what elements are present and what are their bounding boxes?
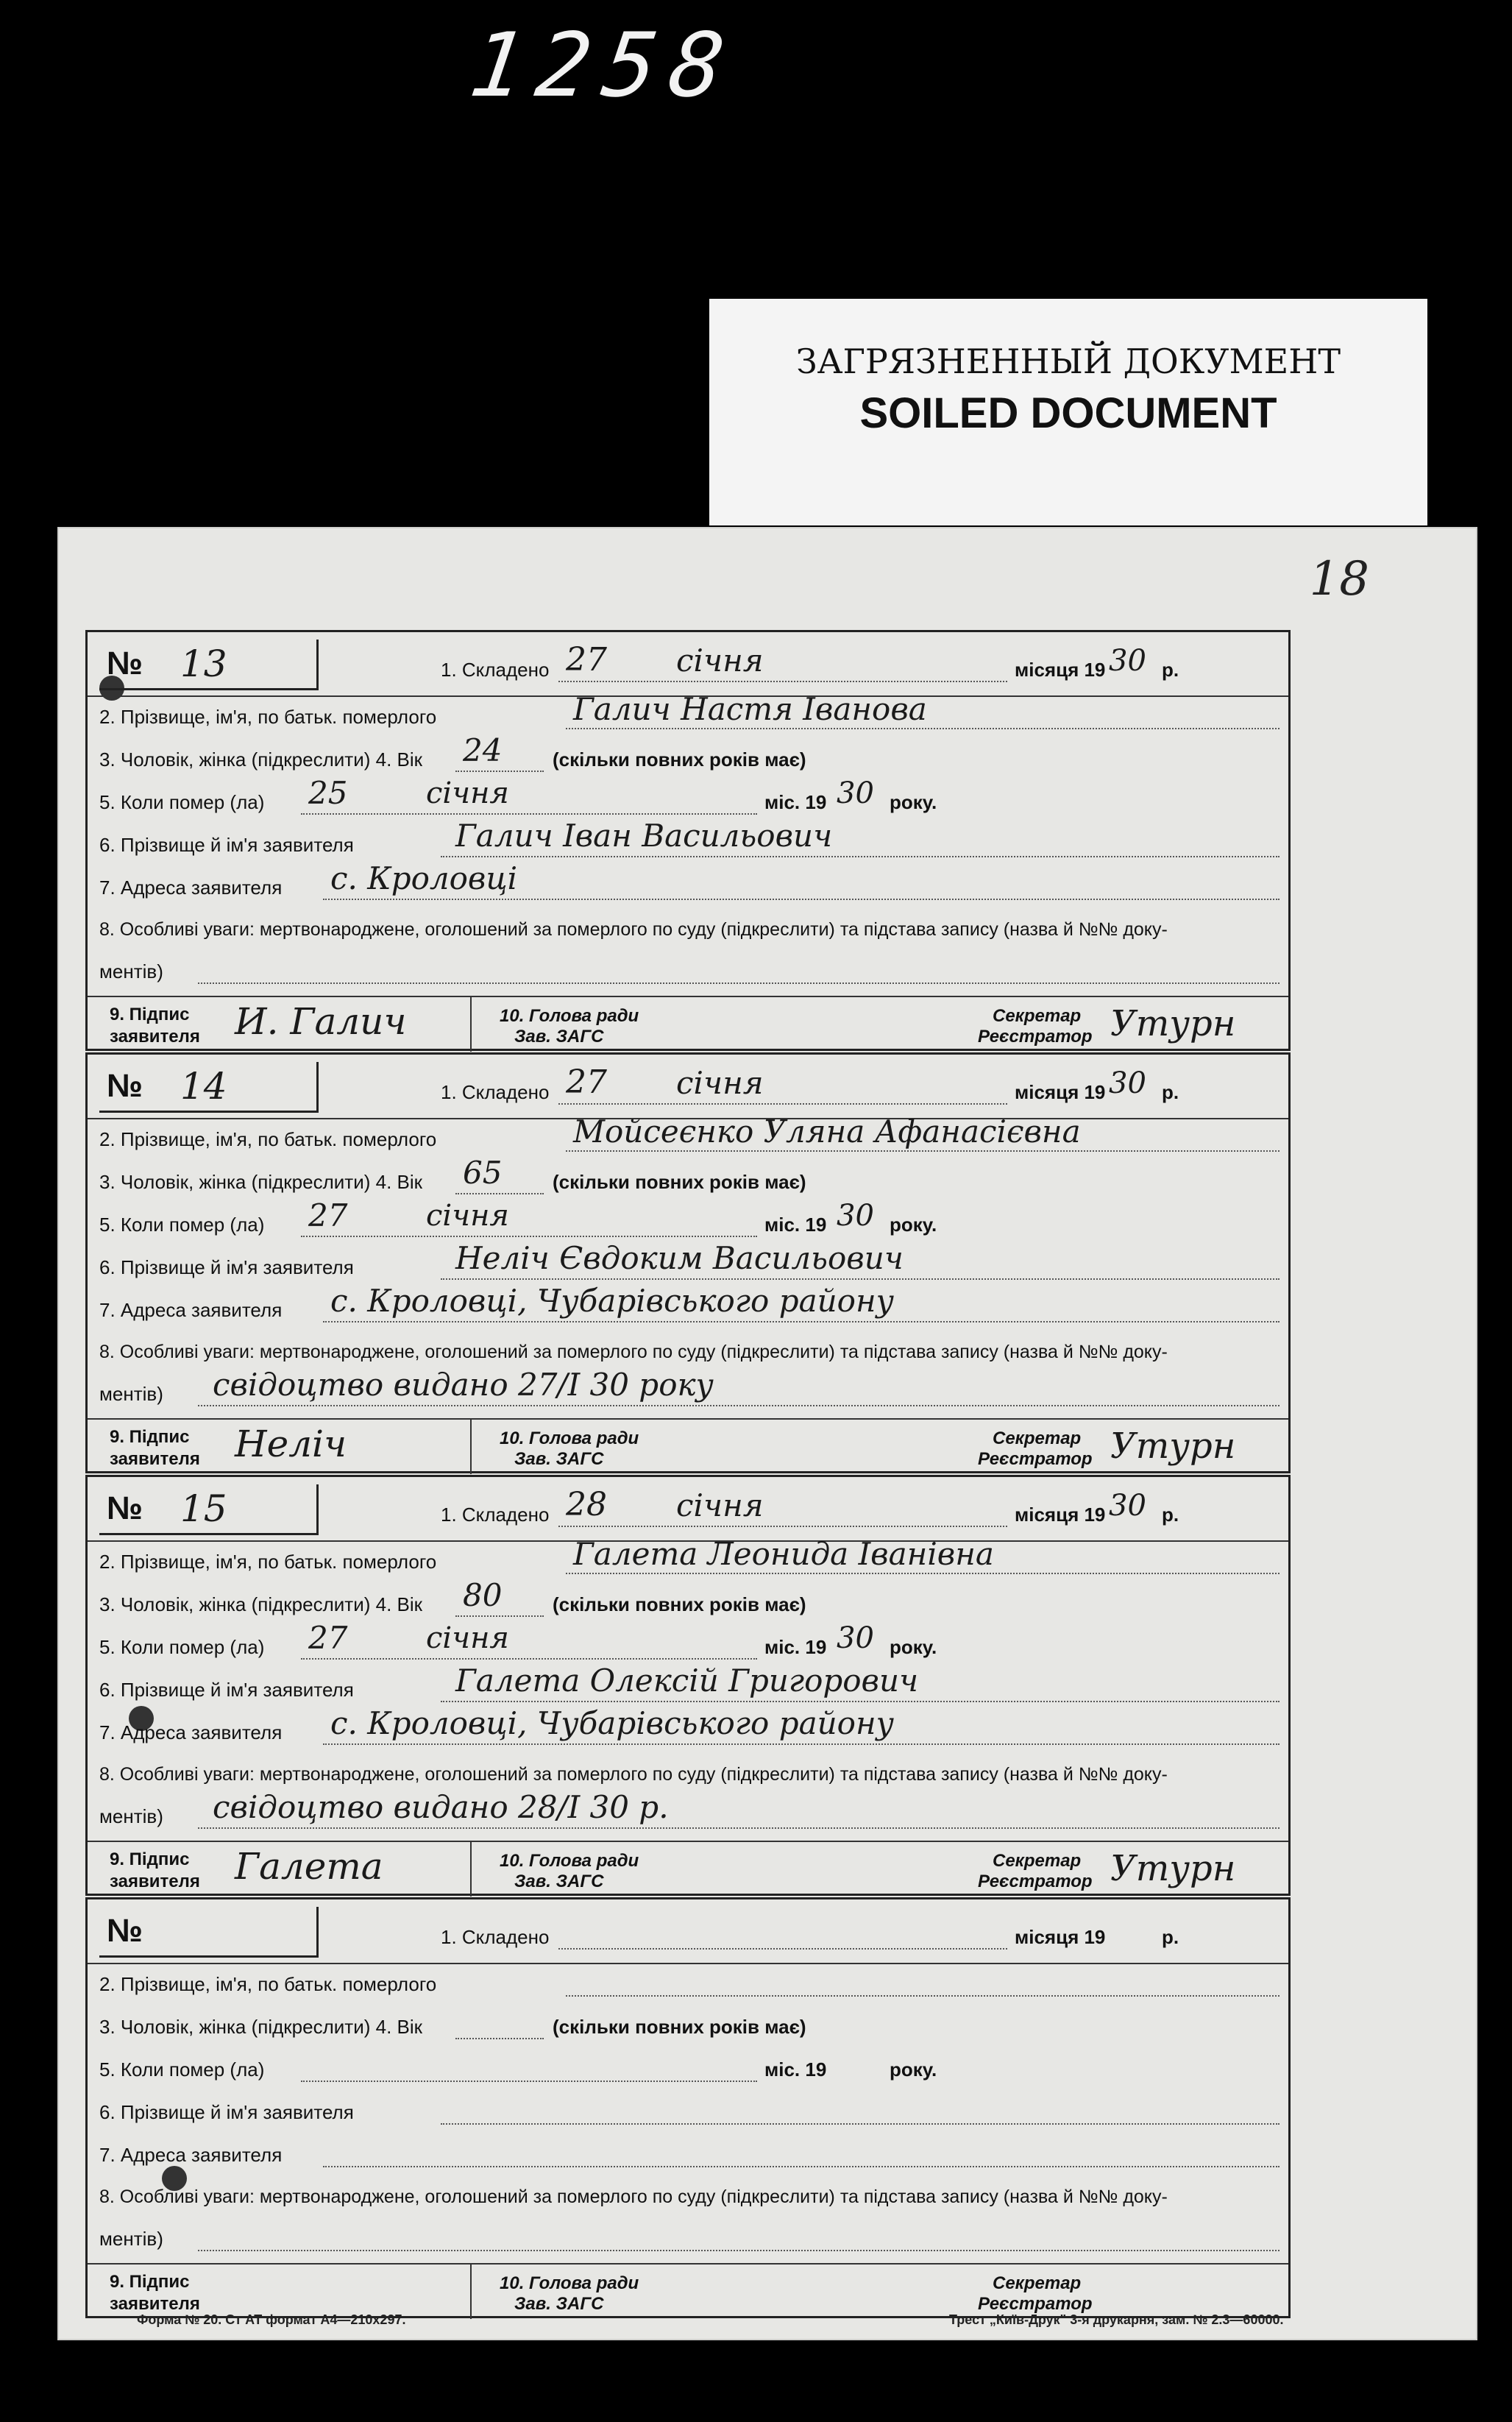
label-month-year: місяця 19: [1015, 1081, 1106, 1103]
label-full-years: (скільки повних років має): [553, 1171, 806, 1193]
label-sex-age: 3. Чоловік, жінка (підкреслити) 4. Вік: [99, 1171, 423, 1193]
deceased-name: Галич Настя Іванова: [573, 691, 927, 727]
underline: [441, 856, 1279, 857]
registrar-signature: Утурн: [1110, 1848, 1236, 1889]
label-registry-head: Зав. ЗАГС: [514, 1872, 604, 1891]
underline: [455, 1193, 544, 1194]
label-secretary: Секретар: [993, 1006, 1082, 1026]
compiled-month: січня: [676, 642, 764, 679]
underline: [441, 1701, 1279, 1702]
divider: [88, 1418, 1288, 1420]
applicant-signature: И. Галич: [235, 1000, 407, 1043]
footer-printer-info: Трест „Київ-Друк" 3-я друкарня, зам. № 2.3—60000.: [949, 2312, 1284, 2327]
divider: [470, 1841, 472, 1897]
label-death-year: міс. 19: [764, 1214, 827, 1236]
underline: [301, 1658, 757, 1660]
divider: [470, 996, 472, 1052]
label-documents: ментів): [99, 1383, 163, 1405]
label-documents: ментів): [99, 960, 163, 982]
label-documents: ментів): [99, 2228, 163, 2250]
label-deceased: 2. Прізвище, ім'я, по батьк. померлого: [99, 1551, 437, 1573]
underline: [198, 982, 1279, 984]
applicant-signature: Галета: [235, 1845, 383, 1888]
label-compiled: 1. Складено: [441, 1504, 550, 1526]
label-roku: року.: [890, 791, 937, 813]
label-signature-applicant: заявителя: [110, 1027, 200, 1047]
label-roku: року.: [890, 2058, 937, 2081]
label-signature-applicant: заявителя: [110, 1872, 200, 1891]
number-sign: №: [107, 1068, 143, 1104]
label-death-date: 5. Коли помер (ла): [99, 2058, 265, 2081]
soiled-document-stamp: [709, 299, 1427, 525]
applicant-name: Галета Олексій Григорович: [455, 1663, 919, 1699]
applicant-address: с. Кроловці: [330, 860, 518, 896]
deceased-age: 80: [463, 1577, 503, 1613]
label-applicant: 6. Прізвище й ім'я заявителя: [99, 834, 354, 856]
underline: [455, 1615, 544, 1617]
registrar-signature: Утурн: [1110, 1426, 1236, 1467]
underline: [301, 1236, 757, 1237]
label-notes: 8. Особливі уваги: мертвонароджене, оголошений за померлого по суду (підкреслити) та підстава запису (назва й №№ доку-: [99, 919, 1168, 940]
compiled-year: 30: [1109, 1489, 1146, 1523]
registrar-signature: Утурн: [1110, 1003, 1236, 1044]
label-address: 7. Адреса заявителя: [99, 2144, 283, 2166]
number-sign: №: [107, 1490, 143, 1526]
label-registry-head: Зав. ЗАГС: [514, 1449, 604, 1469]
label-secretary: Секретар: [993, 2273, 1082, 2293]
deceased-age: 65: [463, 1155, 503, 1191]
number-sign: №: [107, 645, 143, 681]
underline: [301, 813, 757, 815]
label-deceased: 2. Прізвище, ім'я, по батьк. померлого: [99, 706, 437, 728]
label-notes: 8. Особливі уваги: мертвонароджене, оголошений за померлого по суду (підкреслити) та підстава запису (назва й №№ доку-: [99, 1764, 1168, 1785]
page-number: 18: [1309, 552, 1369, 606]
compiled-year: 30: [1109, 1066, 1146, 1100]
label-applicant: 6. Прізвище й ім'я заявителя: [99, 2101, 354, 2123]
label-full-years: (скільки повних років має): [553, 2016, 806, 2038]
applicant-address: с. Кроловці, Чубарівського району: [330, 1705, 894, 1741]
label-registrar: Реєстратор: [978, 2294, 1093, 2314]
label-signature: 9. Підпис: [110, 1849, 190, 1869]
label-address: 7. Адреса заявителя: [99, 1721, 283, 1743]
record-number-box: [99, 640, 319, 690]
death-year: 30: [837, 776, 874, 810]
record-number: 13: [180, 642, 227, 685]
deceased-age: 24: [463, 732, 503, 768]
compiled-year: 30: [1109, 644, 1146, 678]
death-year: 30: [837, 1621, 874, 1655]
label-death-date: 5. Коли помер (ла): [99, 1214, 265, 1236]
label-month-year: місяця 19: [1015, 1504, 1106, 1526]
death-day: 27: [308, 1197, 348, 1233]
label-signature-applicant: заявителя: [110, 2294, 200, 2314]
label-death-year: міс. 19: [764, 2058, 827, 2081]
number-sign: №: [107, 1913, 143, 1949]
death-month: січня: [426, 1621, 509, 1655]
record-notes: свідоцтво видано 27/І 30 року: [213, 1367, 714, 1403]
compiled-month: січня: [676, 1487, 764, 1523]
divider: [88, 996, 1288, 997]
underline: [455, 771, 544, 772]
label-signature: 9. Підпис: [110, 1427, 190, 1447]
divider: [88, 1963, 1288, 1964]
label-compiled: 1. Складено: [441, 1081, 550, 1103]
label-signature-applicant: заявителя: [110, 1449, 200, 1469]
label-council-head: 10. Голова ради: [500, 2273, 639, 2293]
label-r: р.: [1162, 1504, 1179, 1526]
applicant-name: Галич Іван Васильович: [455, 818, 833, 854]
divider: [88, 1841, 1288, 1842]
film-frame-number: 1258: [464, 15, 744, 117]
record-number-box: [99, 1062, 319, 1113]
applicant-name: Неліч Євдоким Васильович: [455, 1240, 904, 1276]
label-roku: року.: [890, 1214, 937, 1236]
label-council-head: 10. Голова ради: [500, 1851, 639, 1871]
label-full-years: (скільки повних років має): [553, 748, 806, 771]
applicant-address: с. Кроловці, Чубарівського району: [330, 1283, 894, 1319]
compiled-day: 27: [566, 641, 607, 679]
footer-form-info: Форма № 20. Ст АТ формат А4—210x297.: [137, 2312, 406, 2327]
label-r: р.: [1162, 1081, 1179, 1103]
underline: [566, 1995, 1279, 1997]
applicant-signature: Неліч: [235, 1423, 347, 1465]
label-registrar: Реєстратор: [978, 1872, 1093, 1891]
record-number: 15: [180, 1487, 227, 1530]
label-death-year: міс. 19: [764, 1636, 827, 1658]
underline: [323, 1321, 1279, 1322]
underline: [558, 1103, 1007, 1105]
underline: [323, 2166, 1279, 2167]
label-council-head: 10. Голова ради: [500, 1428, 639, 1448]
label-deceased: 2. Прізвище, ім'я, по батьк. померлого: [99, 1128, 437, 1150]
label-sex-age: 3. Чоловік, жінка (підкреслити) 4. Вік: [99, 2016, 423, 2038]
label-death-year: міс. 19: [764, 791, 827, 813]
label-council-head: 10. Голова ради: [500, 1006, 639, 1026]
death-record: [85, 1475, 1291, 1896]
stamp-line-ru: ЗАГРЯЗНЕННЫЙ ДОКУМЕНТ: [795, 341, 1341, 381]
underline: [566, 1573, 1279, 1574]
label-secretary: Секретар: [993, 1851, 1082, 1871]
label-registrar: Реєстратор: [978, 1449, 1093, 1469]
underline: [301, 2081, 757, 2082]
underline: [558, 1948, 1007, 1950]
label-r: р.: [1162, 1926, 1179, 1948]
divider: [470, 2263, 472, 2319]
label-full-years: (скільки повних років має): [553, 1593, 806, 1615]
label-signature: 9. Підпис: [110, 2272, 190, 2292]
death-record: [85, 630, 1291, 1051]
death-day: 27: [308, 1620, 348, 1656]
underline: [441, 2123, 1279, 2125]
death-record: [85, 1052, 1291, 1473]
death-year: 30: [837, 1199, 874, 1233]
deceased-name: Мойсеєнко Уляна Афанасієвна: [573, 1113, 1081, 1150]
divider: [470, 1418, 472, 1474]
underline: [558, 1526, 1007, 1527]
label-applicant: 6. Прізвище й ім'я заявителя: [99, 1679, 354, 1701]
label-sex-age: 3. Чоловік, жінка (підкреслити) 4. Вік: [99, 1593, 423, 1615]
label-address: 7. Адреса заявителя: [99, 877, 283, 899]
label-roku: року.: [890, 1636, 937, 1658]
deceased-name: Галета Леонида Іванівна: [573, 1536, 994, 1572]
label-address: 7. Адреса заявителя: [99, 1299, 283, 1321]
label-sex-age: 3. Чоловік, жінка (підкреслити) 4. Вік: [99, 748, 423, 771]
label-deceased: 2. Прізвище, ім'я, по батьк. померлого: [99, 1973, 437, 1995]
compiled-day: 27: [566, 1063, 607, 1101]
underline: [198, 2250, 1279, 2251]
record-notes: свідоцтво видано 28/І 30 р.: [213, 1789, 669, 1825]
underline: [566, 728, 1279, 729]
label-registry-head: Зав. ЗАГС: [514, 2294, 604, 2314]
label-registry-head: Зав. ЗАГС: [514, 1027, 604, 1047]
label-notes: 8. Особливі уваги: мертвонароджене, оголошений за померлого по суду (підкреслити) та підстава запису (назва й №№ доку-: [99, 2186, 1168, 2207]
death-month: січня: [426, 776, 509, 810]
divider: [88, 2263, 1288, 2265]
label-notes: 8. Особливі уваги: мертвонароджене, оголошений за померлого по суду (підкреслити) та підстава запису (назва й №№ доку-: [99, 1342, 1168, 1362]
underline: [455, 2038, 544, 2039]
underline: [323, 899, 1279, 900]
underline: [198, 1827, 1279, 1829]
compiled-month: січня: [676, 1065, 764, 1101]
compiled-day: 28: [566, 1486, 607, 1523]
label-documents: ментів): [99, 1805, 163, 1827]
record-number: 14: [180, 1065, 227, 1108]
label-death-date: 5. Коли помер (ла): [99, 791, 265, 813]
underline: [198, 1405, 1279, 1406]
label-month-year: місяця 19: [1015, 659, 1106, 681]
label-applicant: 6. Прізвище й ім'я заявителя: [99, 1256, 354, 1278]
stamp-line-en: SOILED DOCUMENT: [859, 389, 1277, 437]
label-death-date: 5. Коли помер (ла): [99, 1636, 265, 1658]
death-month: січня: [426, 1199, 509, 1233]
label-compiled: 1. Складено: [441, 1926, 550, 1948]
underline: [558, 681, 1007, 682]
record-number-box: [99, 1484, 319, 1535]
label-signature: 9. Підпис: [110, 1005, 190, 1024]
death-day: 25: [308, 775, 348, 811]
label-month-year: місяця 19: [1015, 1926, 1106, 1948]
label-r: р.: [1162, 659, 1179, 681]
underline: [566, 1150, 1279, 1152]
underline: [441, 1278, 1279, 1280]
record-number-box: [99, 1907, 319, 1958]
death-record: [85, 1897, 1291, 2318]
label-compiled: 1. Складено: [441, 659, 550, 681]
underline: [323, 1743, 1279, 1745]
label-registrar: Реєстратор: [978, 1027, 1093, 1047]
label-secretary: Секретар: [993, 1428, 1082, 1448]
